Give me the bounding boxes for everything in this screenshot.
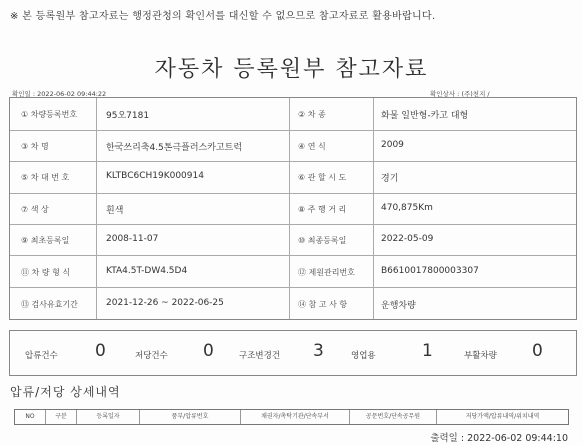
stat-value: 0 xyxy=(532,341,543,361)
field-value: KLTBC6CH19K000914 xyxy=(106,171,204,181)
field-value: 2022-05-09 xyxy=(381,234,434,244)
field-label: ⑩ 최종등록일 xyxy=(298,236,347,245)
column-header: 채권자/촉탁기관/단속부서 xyxy=(261,413,329,420)
registration-table xyxy=(9,97,577,320)
notice-text: ※ 본 등록원부 참고자료는 행정관청의 확인서를 대신할 수 없으므로 참고자료로 활용바랍니다. xyxy=(10,11,436,22)
field-value: 경기 xyxy=(381,174,399,184)
confirm-date: 확인일 : 2022-06-02 09:44:22 xyxy=(12,90,107,98)
stat-value: 1 xyxy=(422,341,433,361)
field-value: 화물 일반형-카고 대형 xyxy=(381,111,469,121)
column-header: 품부/압류번호 xyxy=(171,413,209,420)
column-header: 등록일자 xyxy=(96,413,120,420)
column-header: 공문번호/단속공무원 xyxy=(365,413,421,420)
column-header: NO xyxy=(25,413,35,420)
stat-value: 3 xyxy=(313,341,324,361)
field-label: ⑪ 차 량 형 식 xyxy=(21,268,71,277)
field-value: 한국쓰리축4.5톤극플러스카고트럭 xyxy=(106,143,243,153)
field-value: 흰색 xyxy=(106,206,124,216)
field-label: ① 차량등록번호 xyxy=(21,110,78,119)
field-label: ⑧ 주 행 거 리 xyxy=(298,205,347,214)
field-value: 470,875Km xyxy=(381,203,433,213)
summary-counts xyxy=(9,330,577,376)
column-header: 저당가액/압류내역/위치내역 xyxy=(465,413,540,420)
field-value: 2021-12-26 ~ 2022-06-25 xyxy=(106,298,224,308)
field-label: ③ 차 명 xyxy=(21,142,49,151)
field-label: ⑫ 제원관리번호 xyxy=(298,268,355,277)
field-value: 2009 xyxy=(381,140,404,150)
field-value: B6610017800003307 xyxy=(381,266,479,276)
field-value: 운행차량 xyxy=(381,301,416,311)
detail-section-title: 압류/저당 상세내역 xyxy=(10,385,121,399)
field-label: ② 차 종 xyxy=(298,110,326,119)
field-label: ⑥ 관 할 시 도 xyxy=(298,173,347,182)
detail-table-header xyxy=(14,409,569,425)
stat-label: 구조변경건 xyxy=(239,351,281,361)
field-label: ⑭ 참 고 사 항 xyxy=(298,300,348,309)
stat-label: 압류건수 xyxy=(25,351,58,361)
stat-label: 부활차량 xyxy=(464,351,497,361)
field-label: ⑬ 검사유효기간 xyxy=(21,300,78,309)
field-label: ⑨ 최초등록일 xyxy=(21,236,70,245)
confirmer: 확인상사 : (주)천지 / xyxy=(430,90,490,98)
field-value: KTA4.5T-DW4.5D4 xyxy=(106,266,188,276)
field-label: ⑤ 차 대 번 호 xyxy=(21,173,70,182)
stat-value: 0 xyxy=(203,341,214,361)
field-label: ⑦ 색 상 xyxy=(21,205,49,214)
page-title: 자동차 등록원부 참고자료 xyxy=(154,57,429,82)
field-value: 95오7181 xyxy=(106,111,150,121)
field-label: ④ 연 식 xyxy=(298,142,326,151)
stat-label: 저당건수 xyxy=(135,351,168,361)
stat-value: 0 xyxy=(95,341,106,361)
print-date: 출력일 : 2022-06-02 09:44:10 xyxy=(430,433,568,444)
field-value: 2008-11-07 xyxy=(106,234,159,244)
stat-label: 영업용 xyxy=(351,351,376,361)
column-header: 구분 xyxy=(55,413,67,420)
